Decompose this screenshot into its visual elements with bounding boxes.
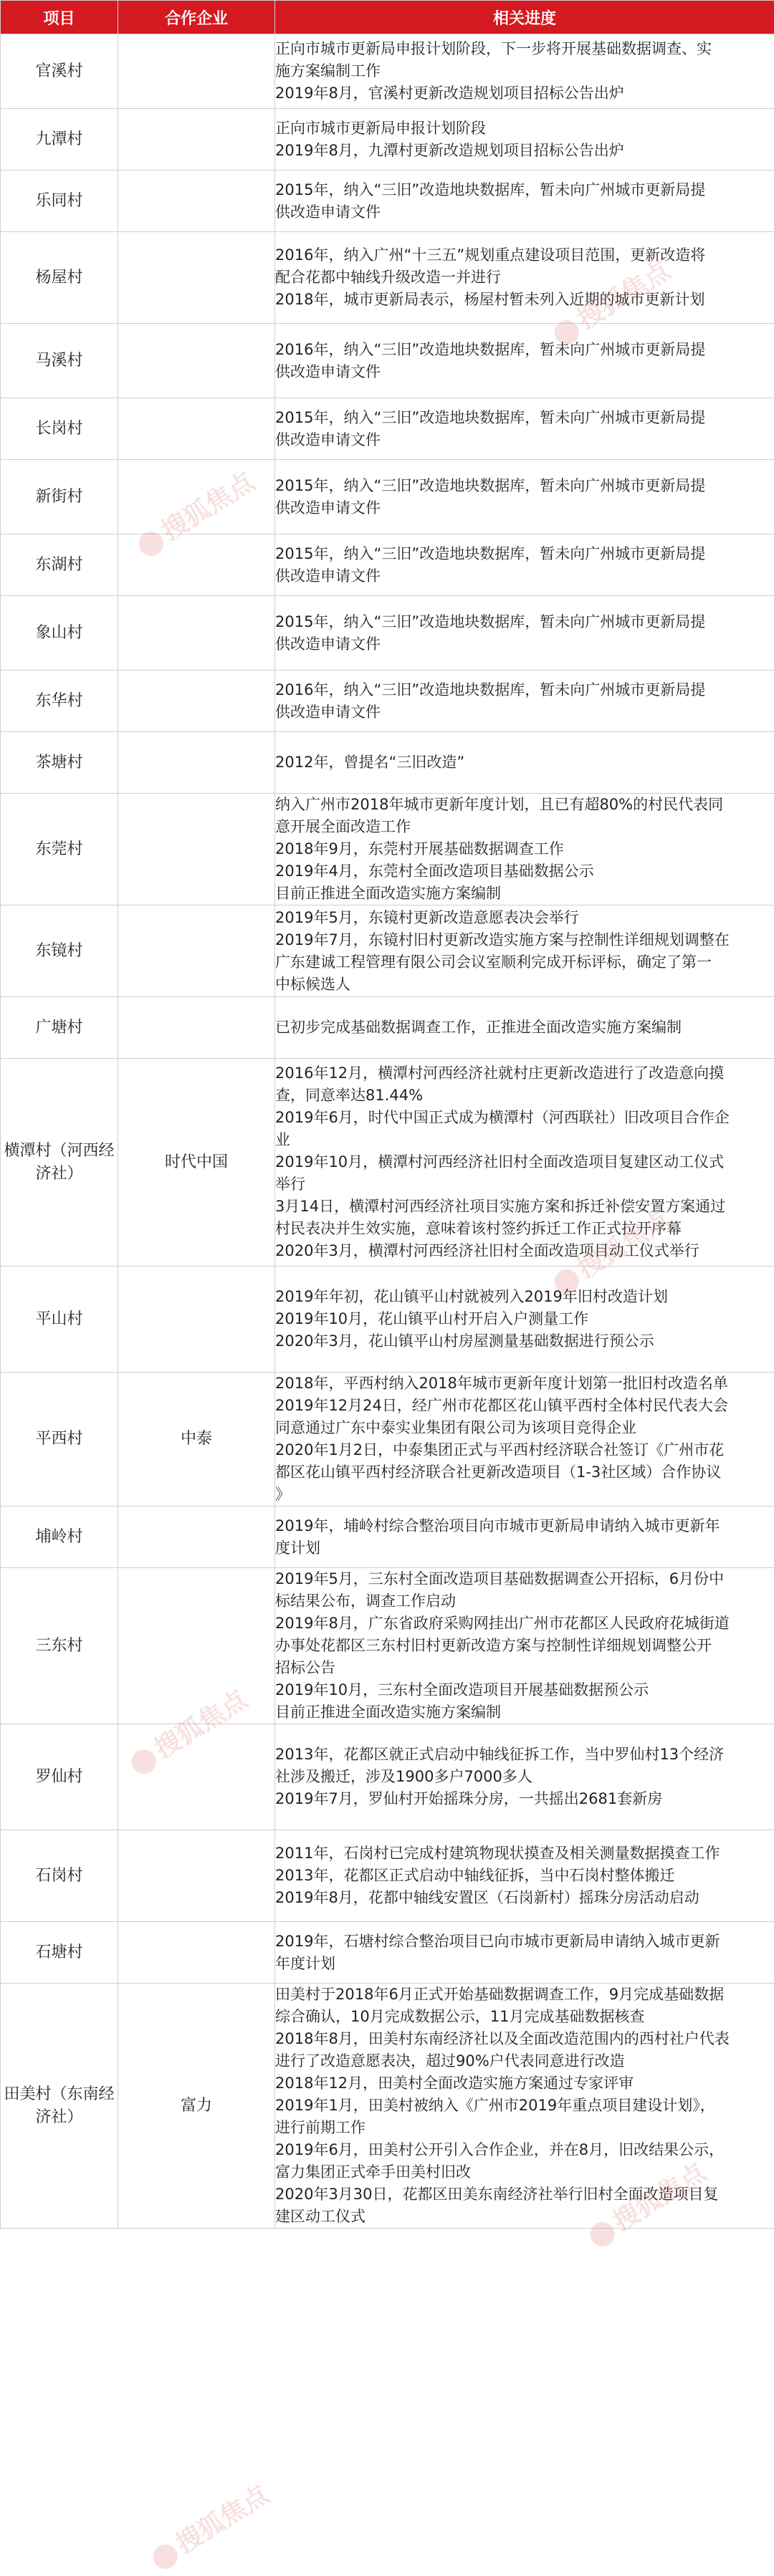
- table-row: [1, 732, 774, 794]
- progress-cell: [275, 324, 774, 398]
- progress-line: 中标候选人: [275, 974, 774, 996]
- project-cell: 东莞村: [1, 794, 118, 905]
- progress-line: 2016年，纳入“三旧”改造地块数据库，暂未向广州城市更新局提: [275, 339, 774, 361]
- project-cell: 象山村: [1, 596, 118, 671]
- project-cell: 东湖村: [1, 534, 118, 596]
- progress-cell: [275, 1830, 774, 1922]
- progress-line: 2018年9月，东莞村开展基础数据调查工作: [275, 838, 774, 860]
- progress-cell: [275, 1373, 774, 1506]
- progress-line: 度计划: [275, 1537, 774, 1559]
- partner-cell: [118, 34, 275, 109]
- progress-line: 2011年，石岗村已完成村建筑物现状摸查及相关测量数据摸查工作: [275, 1842, 774, 1865]
- partner-cell: [118, 1922, 275, 1984]
- table-row: [1, 1373, 774, 1506]
- partner-cell: [118, 596, 275, 671]
- project-cell: 茶塘村: [1, 732, 118, 794]
- project-cell: 石塘村: [1, 1922, 118, 1984]
- progress-cell: [275, 1724, 774, 1830]
- project-cell: 埔岭村: [1, 1506, 118, 1568]
- partner-cell: 时代中国: [118, 1059, 275, 1267]
- table-row: [1, 1568, 774, 1724]
- progress-line: 目前正推进全面改造实施方案编制: [275, 1701, 774, 1724]
- partner-cell: [118, 109, 275, 170]
- progress-line: 2012年，曾提名“三旧改造”: [275, 751, 774, 774]
- progress-line: 2013年，花都区就正式启动中轴线征拆工作，当中罗仙村13个经济: [275, 1744, 774, 1766]
- partner-cell: [118, 1506, 275, 1568]
- progress-line: 富力集团正式牵手田美村旧改: [275, 2161, 774, 2183]
- table-row: [1, 109, 774, 170]
- watermark: 搜狐焦点: [143, 2475, 274, 2576]
- progress-line: 建区动工仪式: [275, 2206, 774, 2228]
- partner-cell: [118, 905, 275, 997]
- progress-line: 业: [275, 1129, 774, 1151]
- progress-line: 2016年，纳入“三旧”改造地块数据库，暂未向广州城市更新局提: [275, 679, 774, 701]
- table-row: [1, 1506, 774, 1568]
- progress-cell: [275, 732, 774, 794]
- progress-line: 社涉及搬迁，涉及1900多户7000多人: [275, 1766, 774, 1788]
- progress-line: 同意通过广东中泰实业集团有限公司为该项目竞得企业: [275, 1417, 774, 1439]
- project-cell: 平山村: [1, 1267, 118, 1373]
- progress-line: 2019年，石塘村综合整治项目已向市城市更新局申请纳入城市更新: [275, 1931, 774, 1953]
- project-cell: 石岗村: [1, 1830, 118, 1922]
- progress-line: 2019年1月，田美村被纳入《广州市2019年重点项目建设计划》，: [275, 2095, 774, 2117]
- progress-line: 2019年12月24日，经广州市花都区花山镇平西村全体村民代表大会: [275, 1395, 774, 1417]
- progress-line: 2019年8月，花都中轴线安置区（石岗新村）摇珠分房活动启动: [275, 1887, 774, 1909]
- progress-line: 2015年，纳入“三旧”改造地块数据库，暂未向广州城市更新局提: [275, 543, 774, 565]
- progress-line: 目前正推进全面改造实施方案编制: [275, 883, 774, 905]
- progress-line: 2018年12月，田美村全面改造实施方案通过专家评审: [275, 2072, 774, 2095]
- progress-cell: [275, 534, 774, 596]
- progress-line: 2020年3月，花山镇平山村房屋测量基础数据进行预公示: [275, 1330, 774, 1352]
- project-cell: 东镜村: [1, 905, 118, 997]
- progress-line: 2019年8月，广东省政府采购网挂出广州市花都区人民政府花城街道: [275, 1613, 774, 1635]
- progress-line: 2019年6月，田美村公开引入合作企业，并在8月，旧改结果公示，: [275, 2139, 774, 2161]
- progress-line: 田美村于2018年6月正式开始基础数据调查工作，9月完成基础数据: [275, 1984, 774, 2006]
- partner-cell: [118, 1724, 275, 1830]
- progress-line: 2015年，纳入“三旧”改造地块数据库，暂未向广州城市更新局提: [275, 475, 774, 497]
- progress-line: 2019年8月，九潭村更新改造规划项目招标公告出炉: [275, 140, 774, 162]
- progress-line: 2020年3月，横潭村河西经济社旧村全面改造项目动工仪式举行: [275, 1240, 774, 1262]
- progress-line: 2019年，埔岭村综合整治项目向市城市更新局申请纳入城市更新年: [275, 1515, 774, 1537]
- watermark: 搜狐焦点: [580, 2153, 712, 2254]
- progress-line: 标结果公布，调查工作启动: [275, 1590, 774, 1613]
- progress-cell: [275, 1059, 774, 1267]
- progress-line: 都区花山镇平西村经济联合社更新改造项目（1-3社区域）合作协议: [275, 1461, 774, 1484]
- project-cell: 东华村: [1, 671, 118, 732]
- partner-cell: [118, 732, 275, 794]
- project-cell: 长岗村: [1, 398, 118, 460]
- progress-line: 正向市城市更新局申报计划阶段，下一步将开展基础数据调查、实: [275, 38, 774, 60]
- progress-line: 供改造申请文件: [275, 361, 774, 383]
- header-project: 项目: [1, 1, 118, 34]
- project-cell: 官溪村: [1, 34, 118, 109]
- table-row: [1, 232, 774, 324]
- table-row: [1, 34, 774, 109]
- progress-line: 2018年，城市更新局表示，杨屋村暂未列入近期的城市更新计划: [275, 289, 774, 311]
- table-row: [1, 398, 774, 460]
- progress-line: 供改造申请文件: [275, 429, 774, 451]
- table-row: [1, 1984, 774, 2229]
- project-cell: 罗仙村: [1, 1724, 118, 1830]
- header-progress: 相关进度: [275, 1, 774, 34]
- partner-cell: [118, 997, 275, 1059]
- table-row: [1, 534, 774, 596]
- partner-cell: [118, 534, 275, 596]
- progress-cell: [275, 1984, 774, 2229]
- table-row: [1, 460, 774, 534]
- partner-cell: 中泰: [118, 1373, 275, 1506]
- table-row: [1, 1922, 774, 1984]
- progress-line: 2016年12月，横潭村河西经济社就村庄更新改造进行了改造意向摸: [275, 1062, 774, 1085]
- project-cell: 九潭村: [1, 109, 118, 170]
- progress-line: 纳入广州市2018年城市更新年度计划，且已有超80%的村民代表同: [275, 794, 774, 816]
- progress-line: 意开展全面改造工作: [275, 816, 774, 838]
- table-header-row: [1, 1, 774, 34]
- progress-line: 供改造申请文件: [275, 497, 774, 519]
- progress-line: 3月14日，横潭村河西经济社项目实施方案和拆迁补偿安置方案通过: [275, 1196, 774, 1218]
- watermark: 搜狐焦点: [545, 1200, 676, 1301]
- table-row: [1, 905, 774, 997]
- progress-line: 2019年10月，横潭村河西经济社旧村全面改造项目复建区动工仪式: [275, 1151, 774, 1173]
- table-row: [1, 324, 774, 398]
- table-row: [1, 1059, 774, 1267]
- partner-cell: [118, 460, 275, 534]
- progress-line: 2019年6月，时代中国正式成为横潭村（河西联社）旧改项目合作企: [275, 1107, 774, 1129]
- progress-line: 招标公告: [275, 1657, 774, 1679]
- progress-cell: [275, 1506, 774, 1568]
- progress-line: 2019年4月，东莞村全面改造项目基础数据公示: [275, 860, 774, 883]
- watermark: 搜狐焦点: [129, 462, 260, 563]
- header-partner: 合作企业: [118, 1, 275, 34]
- progress-line: 正向市城市更新局申报计划阶段: [275, 117, 774, 140]
- progress-line: 进行了改造意愿表决，超过90%户代表同意进行改造: [275, 2050, 774, 2072]
- progress-cell: [275, 1267, 774, 1373]
- project-cell: 新街村: [1, 460, 118, 534]
- project-cell: 田美村（东南经济社）: [1, 1984, 118, 2229]
- partner-cell: 富力: [118, 1984, 275, 2229]
- progress-cell: [275, 398, 774, 460]
- progress-cell: [275, 1922, 774, 1984]
- progress-cell: [275, 794, 774, 905]
- progress-line: 进行前期工作: [275, 2117, 774, 2139]
- progress-line: 2020年3月30日，花都区田美东南经济社举行旧村全面改造项目复: [275, 2183, 774, 2206]
- partner-cell: [118, 1830, 275, 1922]
- table-row: [1, 596, 774, 671]
- table-row: [1, 671, 774, 732]
- progress-line: 2019年7月，东镜村旧村更新改造实施方案与控制性详细规划调整在: [275, 929, 774, 951]
- progress-line: 2018年8月，田美村东南经济社以及全面改造范围内的西村社户代表: [275, 2028, 774, 2050]
- project-cell: 马溪村: [1, 324, 118, 398]
- progress-cell: [275, 671, 774, 732]
- progress-line: 》: [275, 1484, 774, 1506]
- table-row: [1, 1267, 774, 1373]
- partner-cell: [118, 398, 275, 460]
- progress-cell: [275, 596, 774, 671]
- table-row: [1, 997, 774, 1059]
- partner-cell: [118, 170, 275, 232]
- table-row: [1, 170, 774, 232]
- partner-cell: [118, 232, 275, 324]
- progress-line: 广东建诚工程管理有限公司会议室顺利完成开标评标，确定了第一: [275, 951, 774, 974]
- partner-cell: [118, 1568, 275, 1724]
- progress-cell: [275, 109, 774, 170]
- table-row: [1, 1724, 774, 1830]
- progress-line: 2016年，纳入广州“十三五”规划重点建设项目范围，更新改造将: [275, 244, 774, 266]
- project-cell: 平西村: [1, 1373, 118, 1506]
- progress-line: 2020年1月2日，中泰集团正式与平西村经济联合社签订《广州市花: [275, 1439, 774, 1461]
- progress-line: 查，同意率达81.44%: [275, 1085, 774, 1107]
- progress-line: 供改造申请文件: [275, 633, 774, 655]
- progress-line: 配合花都中轴线升级改造一并进行: [275, 266, 774, 289]
- partner-cell: [118, 671, 275, 732]
- progress-line: 施方案编制工作: [275, 60, 774, 82]
- progress-line: 2019年7月，罗仙村开始摇珠分房，一共摇出2681套新房: [275, 1788, 774, 1810]
- progress-line: 2015年，纳入“三旧”改造地块数据库，暂未向广州城市更新局提: [275, 179, 774, 201]
- partner-cell: [118, 324, 275, 398]
- progress-cell: [275, 460, 774, 534]
- progress-line: 2019年5月，东镜村更新改造意愿表决会举行: [275, 907, 774, 929]
- progress-cell: [275, 232, 774, 324]
- progress-cell: [275, 905, 774, 997]
- project-cell: 广塘村: [1, 997, 118, 1059]
- progress-line: 村民表决并生效实施，意味着该村签约拆迁工作正式拉开序幕: [275, 1218, 774, 1240]
- project-cell: 三东村: [1, 1568, 118, 1724]
- project-cell: 乐同村: [1, 170, 118, 232]
- progress-cell: [275, 997, 774, 1059]
- table-row: [1, 794, 774, 905]
- partner-cell: [118, 1267, 275, 1373]
- watermark: 搜狐焦点: [122, 1680, 253, 1781]
- table-row: [1, 1830, 774, 1922]
- progress-line: 2015年，纳入“三旧”改造地块数据库，暂未向广州城市更新局提: [275, 407, 774, 429]
- project-cell: 杨屋村: [1, 232, 118, 324]
- progress-cell: [275, 170, 774, 232]
- progress-line: 供改造申请文件: [275, 201, 774, 224]
- progress-line: 2015年，纳入“三旧”改造地块数据库，暂未向广州城市更新局提: [275, 611, 774, 633]
- progress-cell: [275, 34, 774, 109]
- progress-line: 2019年年初，花山镇平山村就被列入2019年旧村改造计划: [275, 1286, 774, 1308]
- progress-line: 举行: [275, 1173, 774, 1196]
- progress-line: 2019年10月，花山镇平山村开启入户测量工作: [275, 1308, 774, 1330]
- progress-line: 2013年，花都区正式启动中轴线征拆，当中石岗村整体搬迁: [275, 1865, 774, 1887]
- progress-line: 已初步完成基础数据调查工作，正推进全面改造实施方案编制: [275, 1017, 774, 1039]
- progress-line: 年度计划: [275, 1953, 774, 1975]
- progress-line: 办事处花都区三东村旧村更新改造方案与控制性详细规划调整公开: [275, 1635, 774, 1657]
- progress-line: 2019年10月，三东村全面改造项目开展基础数据预公示: [275, 1679, 774, 1701]
- watermark: 搜狐焦点: [545, 251, 676, 352]
- progress-line: 2018年，平西村纳入2018年城市更新年度计划第一批旧村改造名单: [275, 1373, 774, 1395]
- progress-line: 供改造申请文件: [275, 701, 774, 724]
- partner-cell: [118, 794, 275, 905]
- progress-line: 供改造申请文件: [275, 565, 774, 587]
- paw-logo-icon: [148, 2540, 182, 2574]
- progress-line: 综合确认，10月完成数据公示，11月完成基础数据核查: [275, 2006, 774, 2028]
- progress-line: 2019年5月，三东村全面改造项目基础数据调查公开招标，6月份中: [275, 1568, 774, 1590]
- project-cell: 横潭村（河西经济社）: [1, 1059, 118, 1267]
- progress-line: 2019年8月，官溪村更新改造规划项目招标公告出炉: [275, 82, 774, 105]
- progress-cell: [275, 1568, 774, 1724]
